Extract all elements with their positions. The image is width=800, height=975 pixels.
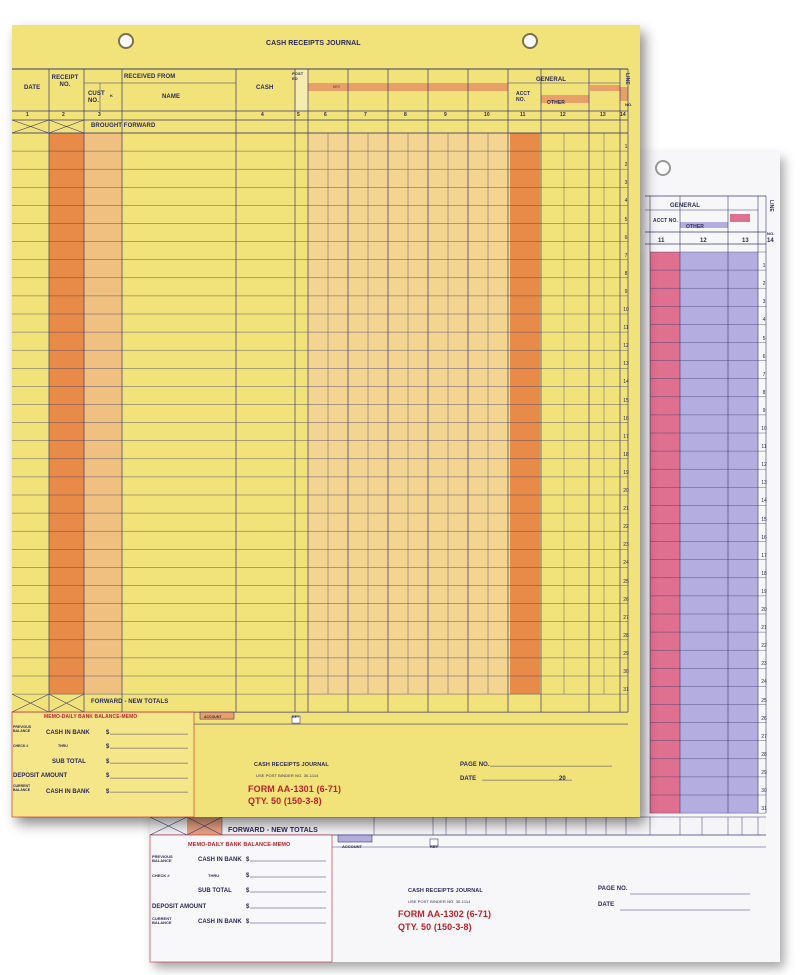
line-number: 17 bbox=[623, 433, 629, 440]
previous-balance-label: PREVIOUS BALANCE bbox=[13, 725, 32, 733]
line-number: 6 bbox=[624, 234, 628, 241]
cash-in-bank-label: CASH IN BANK bbox=[46, 730, 90, 736]
line-number: 11 bbox=[623, 325, 629, 332]
received-from-header: RECEIVED FROM bbox=[124, 74, 176, 80]
dollar-sign: $ bbox=[106, 773, 110, 779]
back-line-number: 9 bbox=[762, 407, 766, 414]
back-footer-binder: USE POST BINDER NO. 30-1114 bbox=[408, 899, 471, 904]
date-header: DATE bbox=[24, 85, 41, 91]
front-title: CASH RECEIPTS JOURNAL bbox=[266, 40, 361, 47]
back-line-number: 15 bbox=[761, 516, 767, 523]
back-line-header: LINE bbox=[768, 200, 774, 212]
dollar-sign: $ bbox=[106, 744, 110, 750]
acct-column-shade bbox=[510, 133, 540, 694]
back-line-number: 5 bbox=[762, 335, 766, 342]
forward-new-totals: FORWARD - NEW TOTALS bbox=[91, 699, 169, 705]
column-number: 5 bbox=[297, 112, 300, 118]
back-dollar-sign: $ bbox=[246, 873, 250, 879]
line-number: 9 bbox=[624, 288, 628, 295]
column-number: 6 bbox=[324, 112, 327, 118]
back-line-number: 10 bbox=[761, 426, 767, 432]
back-line-number: 29 bbox=[761, 769, 767, 776]
column-number: 3 bbox=[98, 112, 101, 118]
cust-column-shade bbox=[84, 133, 122, 694]
back-line-number: 21 bbox=[761, 625, 767, 632]
acct-no-header: ACCT NO. bbox=[516, 91, 531, 103]
back-line-number: 18 bbox=[761, 570, 767, 577]
column-number: 11 bbox=[520, 112, 526, 118]
line-no-header: NO. bbox=[625, 102, 633, 107]
line-number: 3 bbox=[624, 180, 628, 187]
back-key-band bbox=[730, 214, 750, 222]
back-line-number: 22 bbox=[761, 643, 767, 650]
cust-key-header: K bbox=[110, 93, 113, 98]
back-account-box bbox=[338, 835, 372, 842]
back-forward-new-totals: FORWARD - NEW TOTALS bbox=[228, 827, 318, 834]
line-header: LINE bbox=[624, 73, 630, 85]
back-line-number: 2 bbox=[762, 281, 766, 288]
back-check-no: CHECK # bbox=[152, 873, 170, 878]
back-line-number: 31 bbox=[761, 806, 767, 813]
back-date: DATE bbox=[598, 902, 615, 908]
line-number: 24 bbox=[623, 560, 629, 567]
sub-total-label: SUB TOTAL bbox=[52, 759, 86, 765]
back-line-number: 13 bbox=[761, 480, 767, 487]
back-current-balance: CURRENT BALANCE bbox=[152, 916, 172, 925]
line-number: 29 bbox=[623, 650, 629, 657]
cust-no-header: CUST NO. bbox=[88, 91, 105, 104]
back-line-number: 3 bbox=[762, 299, 766, 306]
line-number: 18 bbox=[623, 451, 629, 458]
column-number: 4 bbox=[261, 112, 264, 118]
key-label: KEY bbox=[292, 715, 300, 719]
date-label: DATE bbox=[460, 776, 477, 782]
back-line-number: 11 bbox=[761, 444, 767, 451]
back-line-number: 4 bbox=[762, 317, 766, 324]
back-page-no: PAGE NO. bbox=[598, 886, 628, 892]
column-number: 10 bbox=[484, 112, 490, 118]
back-key-label: KEY bbox=[430, 844, 439, 849]
line-number: 26 bbox=[623, 596, 629, 603]
back-line-number: 25 bbox=[761, 697, 767, 704]
back-other-header: OTHER bbox=[686, 224, 704, 230]
back-footer-journal: CASH RECEIPTS JOURNAL bbox=[408, 888, 483, 894]
thru-label: THRU bbox=[58, 744, 68, 748]
deposit-amount-label: DEPOSIT AMOUNT bbox=[13, 773, 68, 779]
back-line-number: 19 bbox=[761, 588, 767, 595]
page-no-label: PAGE NO. bbox=[460, 762, 490, 768]
back-line-number: 7 bbox=[762, 371, 766, 378]
back-previous-balance: PREVIOUS BALANCE bbox=[152, 854, 173, 863]
cash-in-bank-label-2: CASH IN BANK bbox=[46, 789, 90, 795]
back-line-number: 24 bbox=[761, 679, 767, 686]
back-col-number: 11 bbox=[658, 238, 665, 244]
back-line-number: 6 bbox=[762, 353, 766, 360]
back-line-number: 20 bbox=[761, 607, 767, 613]
back-cash-in-bank: CASH IN BANK bbox=[198, 857, 242, 863]
qty: QTY. 50 (150-3-8) bbox=[248, 796, 322, 806]
column-number: 13 bbox=[600, 112, 606, 118]
back-col-number: 13 bbox=[742, 238, 749, 244]
line-number: 25 bbox=[623, 578, 629, 585]
line-number: 5 bbox=[624, 216, 628, 223]
back-line-no-header: NO. bbox=[767, 231, 775, 236]
line-number: 19 bbox=[623, 469, 629, 476]
line-number: 12 bbox=[623, 343, 629, 350]
line-number: 15 bbox=[623, 397, 629, 404]
key-band bbox=[590, 85, 620, 91]
back-line-number: 14 bbox=[761, 498, 767, 505]
line-number: 1 bbox=[624, 144, 628, 151]
back-line-number: 27 bbox=[761, 733, 767, 740]
key-label: KEY bbox=[333, 85, 341, 89]
back-memo-title: MEMO-DAILY BANK BALANCE-MEMO bbox=[188, 842, 291, 848]
back-col-number: 12 bbox=[700, 238, 707, 244]
back-sub-total: SUB TOTAL bbox=[198, 888, 232, 894]
name-header: NAME bbox=[162, 94, 181, 100]
line-number: 27 bbox=[623, 614, 629, 621]
post-ed-header: POST ED bbox=[292, 71, 304, 81]
back-form-number: FORM AA-1302 (6-71) bbox=[398, 909, 492, 919]
line-number: 23 bbox=[623, 542, 629, 549]
line-number: 10 bbox=[623, 307, 629, 313]
back-line-number: 30 bbox=[761, 788, 767, 794]
back-line-number: 16 bbox=[761, 534, 767, 541]
line-number: 28 bbox=[623, 632, 629, 639]
line-number: 22 bbox=[623, 524, 629, 531]
back-account-label: ACCOUNT bbox=[342, 844, 362, 849]
column-number: 2 bbox=[62, 112, 65, 118]
receipt-column-shade bbox=[49, 133, 84, 694]
key-band bbox=[620, 87, 628, 101]
other-header: OTHER bbox=[547, 100, 565, 106]
back-dollar-sign: $ bbox=[246, 857, 250, 863]
back-dollar-sign: $ bbox=[246, 904, 250, 910]
line-number: 13 bbox=[623, 361, 629, 368]
line-number: 31 bbox=[623, 687, 629, 694]
column-number: 7 bbox=[364, 112, 367, 118]
back-acct-shade bbox=[650, 252, 680, 813]
back-line-number: 26 bbox=[761, 715, 767, 722]
footer-journal: CASH RECEIPTS JOURNAL bbox=[254, 762, 329, 768]
line-number: 21 bbox=[623, 506, 629, 513]
front-form-sheet bbox=[12, 25, 640, 817]
column-number: 8 bbox=[404, 112, 407, 118]
receipt-no-header: RECEIPT NO. bbox=[51, 75, 79, 88]
back-col-number: 14 bbox=[767, 238, 774, 244]
back-acct-no-header: ACCT NO. bbox=[653, 218, 678, 224]
dollar-sign: $ bbox=[106, 759, 110, 765]
line-number: 4 bbox=[624, 198, 628, 205]
back-dollar-sign: $ bbox=[246, 888, 250, 894]
back-line-number: 28 bbox=[761, 751, 767, 758]
current-balance-label: CURRENT BALANCE bbox=[13, 784, 31, 792]
back-line-number: 17 bbox=[761, 552, 767, 559]
memo-title: MEMO-DAILY BANK BALANCE-MEMO bbox=[44, 714, 138, 720]
form-number: FORM AA-1301 (6-71) bbox=[248, 784, 342, 794]
dollar-sign: $ bbox=[106, 730, 110, 736]
line-number: 8 bbox=[624, 270, 628, 277]
brought-forward: BROUGHT FORWARD bbox=[91, 123, 156, 129]
back-dollar-sign: $ bbox=[246, 919, 250, 925]
back-line-number: 12 bbox=[761, 462, 767, 469]
back-cash-in-bank-2: CASH IN BANK bbox=[198, 919, 242, 925]
line-number: 16 bbox=[623, 415, 629, 422]
back-line-number: 8 bbox=[762, 389, 766, 396]
column-number: 1 bbox=[26, 112, 29, 118]
cash-header: CASH bbox=[256, 85, 274, 91]
line-number: 7 bbox=[624, 252, 628, 259]
back-deposit-amount: DEPOSIT AMOUNT bbox=[152, 904, 207, 910]
line-number: 20 bbox=[623, 488, 629, 494]
check-no-label: CHECK # bbox=[13, 744, 29, 748]
back-thru: THRU bbox=[208, 873, 220, 878]
footer-binder: USE POST BINDER NO. 30-1114 bbox=[256, 773, 319, 778]
line-number: 30 bbox=[623, 669, 629, 675]
account-label: ACCOUNT bbox=[204, 715, 222, 719]
year-label: 20 bbox=[559, 776, 566, 782]
back-other-shade bbox=[680, 252, 758, 813]
line-number: 14 bbox=[623, 379, 629, 386]
general-header: GENERAL bbox=[536, 77, 567, 83]
column-number: 12 bbox=[560, 112, 566, 118]
column-number: 9 bbox=[444, 112, 447, 118]
line-number: 2 bbox=[624, 162, 628, 169]
back-qty: QTY. 50 (150-3-8) bbox=[398, 922, 472, 932]
column-number: 14 bbox=[620, 112, 626, 118]
back-line-number: 1 bbox=[762, 263, 766, 270]
back-general-header: GENERAL bbox=[670, 203, 701, 209]
dollar-sign: $ bbox=[106, 789, 110, 795]
back-line-number: 23 bbox=[761, 661, 767, 668]
